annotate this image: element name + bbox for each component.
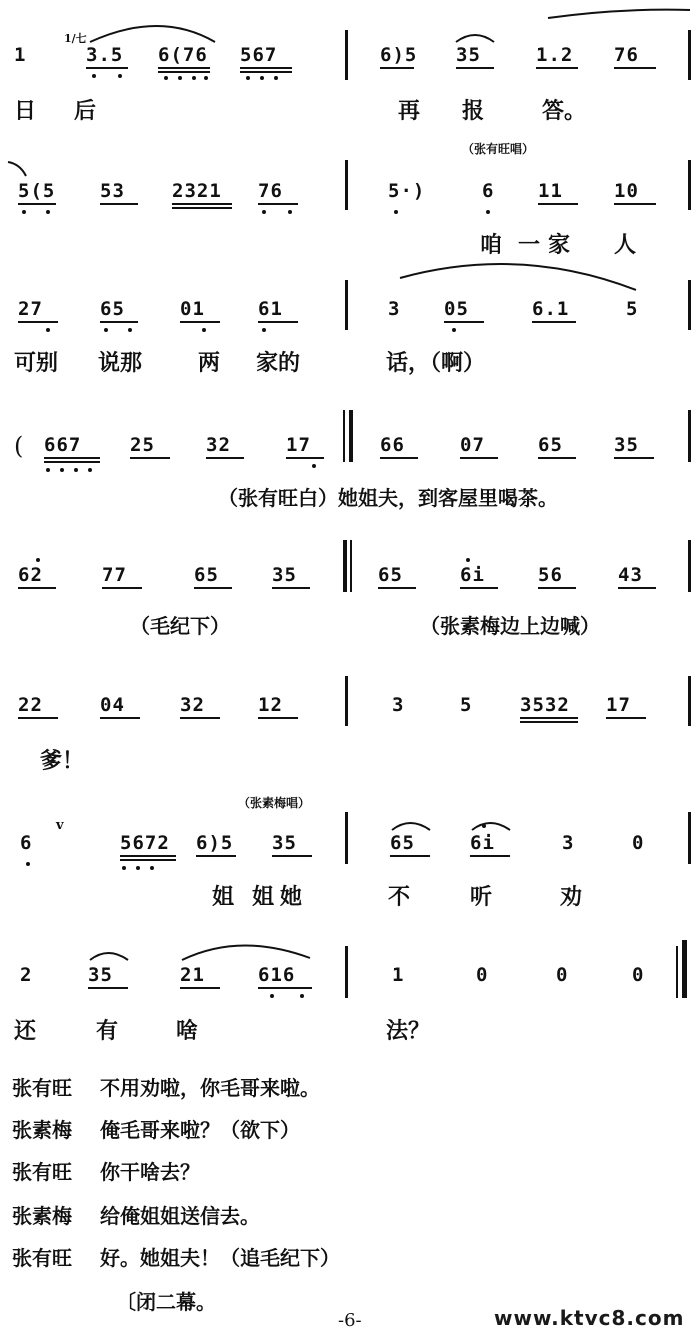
lyric: 一家	[518, 232, 579, 258]
note: 6i	[470, 832, 495, 854]
note: 5	[626, 298, 639, 320]
note: 76	[614, 44, 639, 66]
note: 1	[392, 964, 405, 986]
lyric: 家的	[256, 350, 301, 376]
note: 6	[482, 180, 495, 202]
note: 01	[180, 298, 205, 320]
note: 27	[18, 298, 43, 320]
spoken-line: （张有旺白）她姐夫，到客屋里喝茶。	[218, 486, 558, 510]
lyric: 说那	[98, 350, 143, 376]
lyric: 听	[470, 884, 493, 910]
watermark-url[interactable]: www.ktvc8.com	[494, 1306, 685, 1330]
lyric: 再	[398, 98, 421, 124]
note: 25	[130, 434, 155, 456]
speaker-name: 张有旺	[12, 1076, 72, 1100]
note: 35	[88, 964, 113, 986]
note: 32	[206, 434, 231, 456]
stage-direction: 〔闭二幕。	[116, 1290, 216, 1314]
note: 04	[100, 694, 125, 716]
lyric: 法？	[386, 1018, 431, 1044]
note: 17	[606, 694, 631, 716]
lyric: 姐她	[252, 884, 309, 910]
note: 0	[476, 964, 489, 986]
stage-note: （张素梅边上边喊）	[420, 614, 600, 638]
speaker-name: 张有旺	[12, 1160, 72, 1184]
note: 3	[392, 694, 405, 716]
note: 35	[272, 832, 297, 854]
lyric: 啥	[176, 1018, 199, 1044]
dialogue-text: 俺毛哥来啦？（欲下）	[100, 1118, 300, 1142]
note: 1.2	[536, 44, 574, 66]
lyric: 两	[198, 350, 221, 376]
dialogue-line	[12, 1114, 300, 1143]
note: 65	[390, 832, 415, 854]
note: 66	[380, 434, 405, 456]
note: 3532	[520, 694, 570, 716]
note: 35	[614, 434, 639, 456]
note: 62	[18, 564, 43, 586]
note: 6i	[460, 564, 485, 586]
note: 65	[194, 564, 219, 586]
note: 3.5	[86, 44, 124, 66]
stage-note: （毛纪下）	[130, 614, 230, 638]
breath-mark: v	[56, 818, 64, 833]
note: 17	[286, 434, 311, 456]
note: 77	[102, 564, 127, 586]
note: 3	[562, 832, 575, 854]
note: 6)5	[196, 832, 234, 854]
page-number: -6-	[338, 1310, 362, 1331]
note: 53	[100, 180, 125, 202]
note: 0	[632, 964, 645, 986]
note: 2	[20, 964, 33, 986]
singer-annotation: （张有旺唱）	[462, 142, 535, 156]
note: 1	[14, 44, 27, 66]
note: 22	[18, 694, 43, 716]
note: 10	[614, 180, 639, 202]
note: 6)5	[380, 44, 418, 66]
note: 616	[258, 964, 296, 986]
note: 5	[460, 694, 473, 716]
dialogue-text: 不用劝啦，你毛哥来啦。	[100, 1076, 320, 1100]
lyric: 有	[96, 1018, 119, 1044]
dialogue-line	[12, 1242, 340, 1271]
note: 3	[388, 298, 401, 320]
note: 5672	[120, 832, 170, 854]
note: 07	[460, 434, 485, 456]
lyric: 后	[74, 98, 97, 124]
note: 0	[632, 832, 645, 854]
lyric: 可别	[14, 350, 59, 376]
dialogue-line	[12, 1072, 320, 1101]
lyric: 爹！	[40, 748, 85, 774]
lyric: 不	[388, 884, 411, 910]
note: 76	[258, 180, 283, 202]
note: 667	[44, 434, 82, 456]
breath-mark: 1/七	[64, 32, 87, 45]
lyric: 日	[14, 98, 37, 124]
singer-annotation: （张素梅唱）	[238, 796, 311, 810]
note: 05	[444, 298, 469, 320]
note: 2321	[172, 180, 222, 202]
speaker-name: 张素梅	[12, 1204, 72, 1228]
lyric: 报	[462, 98, 485, 124]
note: 32	[180, 694, 205, 716]
note: 5(5	[18, 180, 56, 202]
dialogue-text: 好。她姐夫！（追毛纪下）	[100, 1246, 340, 1270]
note: 35	[272, 564, 297, 586]
note: 43	[618, 564, 643, 586]
lyric: 咱	[480, 232, 503, 258]
note: 0	[556, 964, 569, 986]
dialogue-line	[12, 1200, 260, 1229]
note: 61	[258, 298, 283, 320]
note: 6(76	[158, 44, 208, 66]
note: 21	[180, 964, 205, 986]
note: 56	[538, 564, 563, 586]
note: 12	[258, 694, 283, 716]
lyric: 还	[14, 1018, 37, 1044]
lyric: 人	[614, 232, 637, 258]
note: 35	[456, 44, 481, 66]
open-paren: (	[14, 432, 24, 460]
note: 65	[100, 298, 125, 320]
lyric: 劝	[560, 884, 583, 910]
speaker-name: 张素梅	[12, 1118, 72, 1142]
lyric: 姐	[212, 884, 235, 910]
note: 65	[378, 564, 403, 586]
dialogue-text: 你干啥去？	[100, 1160, 200, 1184]
speaker-name: 张有旺	[12, 1246, 72, 1270]
note: 11	[538, 180, 563, 202]
lyric: 答。	[542, 98, 587, 124]
note: 6	[20, 832, 33, 854]
note: 65	[538, 434, 563, 456]
dialogue-line	[12, 1156, 200, 1185]
note: 567	[240, 44, 278, 66]
lyric: 话，（啊）	[386, 350, 486, 376]
dialogue-text: 给俺姐姐送信去。	[100, 1204, 260, 1228]
note: 6.1	[532, 298, 570, 320]
note: 5·)	[388, 180, 426, 202]
